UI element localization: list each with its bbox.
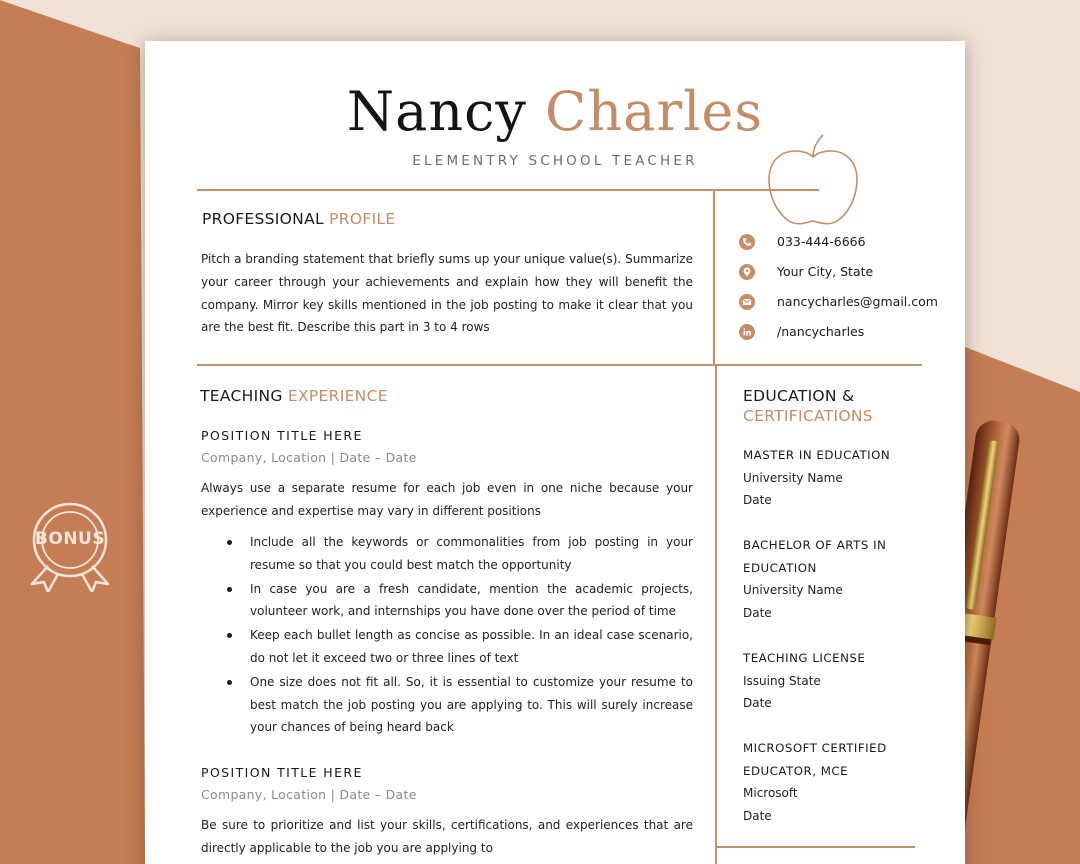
list-item: Include all the keywords or commonalities from job posting in your resume so that you could best match the opportunity xyxy=(201,531,693,577)
divider xyxy=(715,846,915,848)
education-heading: EDUCATION & CERTIFICATIONS xyxy=(743,387,873,425)
divider xyxy=(197,189,819,191)
phone-icon xyxy=(739,234,755,250)
apple-icon xyxy=(765,131,865,231)
degree-title: MICROSOFT CERTIFIED EDUCATOR, MCE xyxy=(743,741,887,778)
education-entry xyxy=(743,647,913,715)
divider xyxy=(197,364,922,366)
profile-text: Pitch a branding statement that briefly sums up your unique value(s). Summarize your career through your achievements and explain how they will benefit the company. Mirror key skills mentioned in the job posting to make it clear that you are the best fit. Describe this part in 3 to 4 rows xyxy=(201,252,693,335)
job-description: Be sure to prioritize and list your skills, certifications, and experiences that are directly applicable to the job you are applying to xyxy=(201,818,693,855)
experience-heading: TEACHING EXPERIENCE xyxy=(200,387,388,405)
institution: Microsoft xyxy=(743,786,798,800)
job-description: Always use a separate resume for each job even in one niche because your experience and expertise may vary in different positions xyxy=(201,481,693,518)
bonus-badge xyxy=(24,502,116,592)
education-entry xyxy=(743,534,893,624)
date: Date xyxy=(743,696,772,710)
degree-title: TEACHING LICENSE xyxy=(743,651,866,665)
job-position-title: POSITION TITLE HERE xyxy=(201,765,363,780)
email-icon xyxy=(739,294,755,310)
profile-heading: PROFESSIONAL PROFILE xyxy=(202,210,396,228)
job-bullet-list xyxy=(201,531,693,739)
bonus-label: BONUS xyxy=(34,529,106,549)
column-divider xyxy=(715,364,717,864)
resume-page xyxy=(145,41,965,864)
list-item: Keep each bullet length as concise as possible. In an ideal case scenario, do not let it exceed two or three lines of text xyxy=(201,624,693,670)
date: Date xyxy=(743,493,772,507)
institution: Issuing State xyxy=(743,673,821,688)
job-position-title: POSITION TITLE HERE xyxy=(201,428,363,443)
contact-location: Your City, State xyxy=(739,264,965,282)
contact-phone: 033-444-6666 xyxy=(739,234,965,252)
job-company-dates: Company, Location | Date – Date xyxy=(201,450,417,465)
education-entry xyxy=(743,737,893,827)
institution: University Name xyxy=(743,583,843,597)
first-name: Nancy xyxy=(346,80,527,143)
education-entry xyxy=(743,444,913,512)
date: Date xyxy=(743,605,772,620)
institution: University Name xyxy=(743,470,843,485)
degree-title: MASTER IN EDUCATION xyxy=(743,448,891,462)
job-company-dates: Company, Location | Date – Date xyxy=(201,787,417,802)
date: Date xyxy=(743,808,772,823)
last-name: Charles xyxy=(545,80,764,143)
location-icon xyxy=(739,264,755,280)
column-divider xyxy=(713,189,715,364)
list-item: One size does not fit all. So, it is essential to customize your resume to best match the job posting you are applying to. This will surely increase your chances of being heard back xyxy=(201,671,693,739)
contact-email: nancycharles@gmail.com xyxy=(739,294,965,312)
job-role: ELEMENTRY SCHOOL TEACHER xyxy=(412,153,698,169)
list-item: In case you are a fresh candidate, mention the academic projects, volunteer work, and internships you have done over the period of time xyxy=(201,578,693,624)
contact-linkedin: /nancycharles xyxy=(739,324,965,342)
degree-title: BACHELOR OF ARTS IN EDUCATION xyxy=(743,538,887,575)
linkedin-icon xyxy=(739,324,755,340)
